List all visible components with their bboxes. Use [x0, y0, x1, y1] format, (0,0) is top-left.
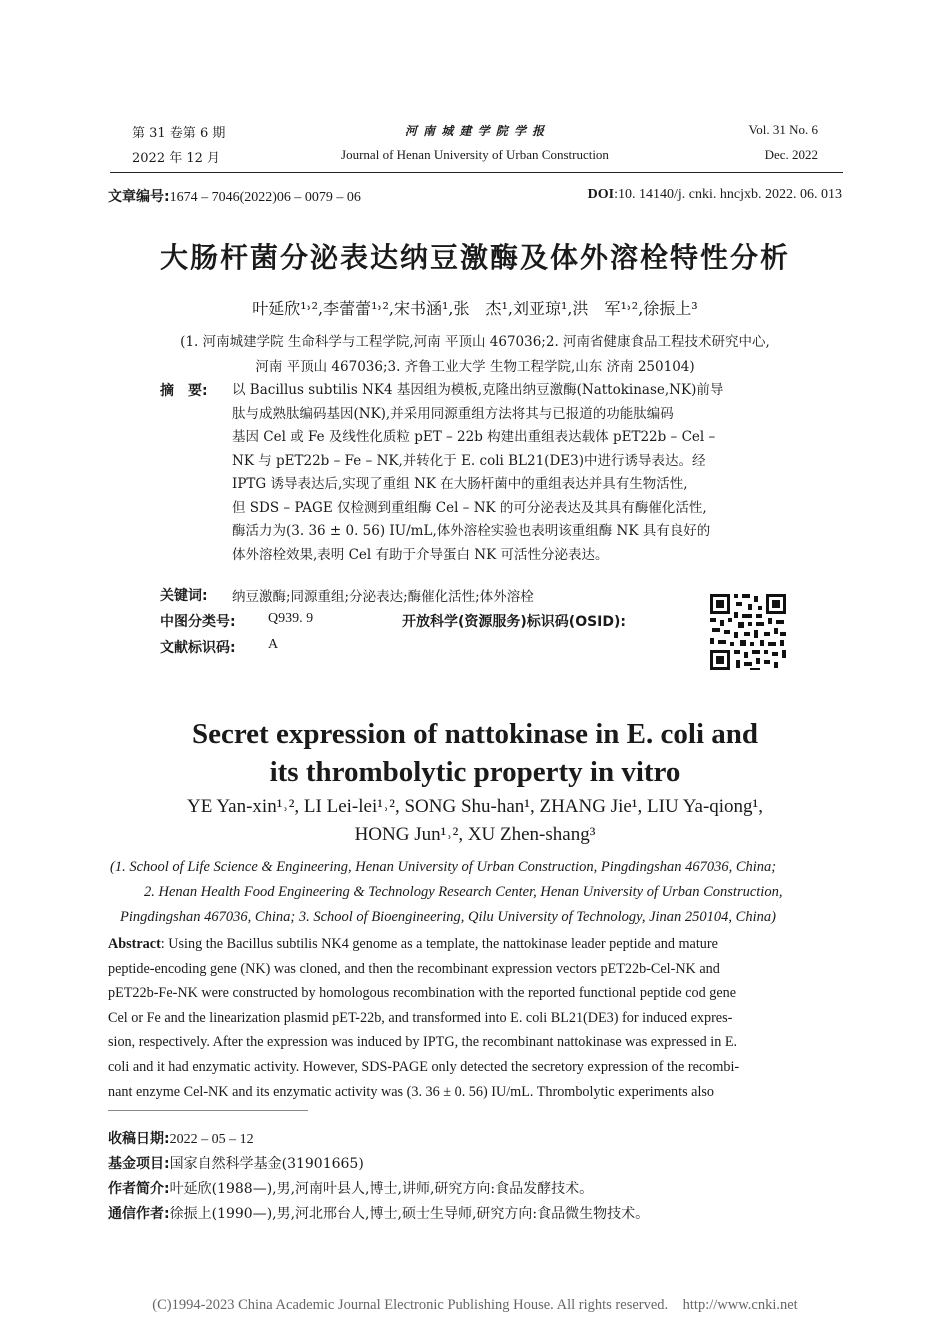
fund-value: 国家自然科学基金(31901665) — [169, 1156, 364, 1172]
doi-label: DOI — [587, 187, 615, 202]
corresponding-label: 通信作者: — [108, 1206, 170, 1222]
abstract-cn-label: 摘 要: — [160, 383, 208, 399]
header-journal-en: Journal of Henan University of Urban Construction — [341, 147, 609, 162]
doi-value: :10. 14140/j. cnki. hncjxb. 2022. 06. 013 — [614, 187, 842, 202]
authors-en-line2: HONG Jun¹˒², XU Zhen-shang³ — [354, 824, 596, 845]
article-number — [108, 186, 361, 206]
affiliation-en-line1: (1. School of Life Science & Engineering, Henan University of Urban Construction, Pingdingshan 467036, China; — [110, 859, 777, 875]
abstract-en-line: nant enzyme Cel-NK and its enzymatic activity was (3. 36 ± 0. 56) IU/mL. Thrombolytic experiments also — [108, 1083, 715, 1100]
footnote-fund — [108, 1153, 364, 1173]
header-date-en: Dec. 2022 — [764, 147, 818, 162]
keywords-cn-label: 关键词: — [160, 588, 208, 604]
abstract-en-line: pET22b-Fe-NK were constructed by homologous recombination with the reported functional peptide cod gene — [108, 985, 737, 1002]
header-rule — [110, 172, 843, 173]
received-label: 收稿日期: — [108, 1131, 170, 1147]
abstract-en-label: Abstract — [108, 936, 161, 952]
abstract-cn-line: 基因 Cel 或 Fe 及线性化质粒 pET – 22b 构建出重组表达载体 pET22b – Cel – — [232, 429, 716, 445]
affiliation-en-line3: Pingdingshan 467036, China; 3. School of Bioengineering, Qilu University of Technology, Jinan 250104, China) — [120, 909, 776, 925]
title-en-line2: its thrombolytic property in vitro — [269, 756, 681, 788]
affiliation-en-line2: 2. Henan Health Food Engineering & Technology Research Center, Henan University of Urban Construction, — [144, 884, 783, 900]
abstract-en-line-text: : Using the Bacillus subtilis NK4 genome as a template, the nattokinase leader peptide and mature — [160, 936, 718, 952]
abstract-cn-line: NK 与 pET22b – Fe – NK,并转化于 E. coli BL21(DE3)中进行诱导表达。经 — [232, 452, 706, 469]
header-volume-cn: 第 31 卷第 6 期 — [132, 126, 226, 141]
footnote-rule — [108, 1110, 308, 1111]
header-volume-en: Vol. 31 No. 6 — [748, 122, 818, 137]
author-label: 作者简介: — [108, 1181, 170, 1197]
article-number-label: 文章编号: — [108, 189, 170, 205]
doc-code-value: A — [268, 637, 279, 652]
abstract-cn-line: 酶活力为(3. 36 ± 0. 56) IU/mL,体外溶栓实验也表明该重组酶 NK 具有良好的 — [232, 523, 711, 539]
keywords-cn-value: 纳豆激酶;同源重组;分泌表达;酶催化活性;体外溶栓 — [232, 589, 534, 605]
doc-code-label: 文献标识码: — [160, 640, 236, 656]
abstract-cn — [232, 379, 792, 567]
doi — [588, 186, 842, 203]
affiliation-cn-line2: 河南 平顶山 467036;3. 齐鲁工业大学 生物工程学院,山东 济南 250104) — [255, 359, 695, 375]
abstract-cn-line: 体外溶栓效果,表明 Cel 有助于介导蛋白 NK 可活性分泌表达。 — [232, 546, 609, 563]
abstract-en-line — [108, 932, 843, 957]
footnote-received — [108, 1128, 254, 1148]
abstract-cn-line: 以 Bacillus subtilis NK4 基因组为模板,克隆出纳豆激酶(Nattokinase,NK)前导 — [232, 382, 724, 398]
copyright-line: (C)1994-2023 China Academic Journal Electronic Publishing House. All rights reserved. http://www.cnki.net — [152, 1297, 798, 1313]
abstract-cn-line: IPTG 诱导表达后,实现了重组 NK 在大肠杆菌中的重组表达并具有生物活性, — [232, 476, 688, 492]
authors-en-line1: YE Yan-xin¹˒², LI Lei-lei¹˒², SONG Shu-han¹, ZHANG Jie¹, LIU Ya-qiong¹, — [186, 796, 764, 817]
footnote-corresponding — [108, 1203, 649, 1223]
title-en-line1: Secret expression of nattokinase in E. coli and — [191, 718, 759, 750]
abstract-en-line: Cel or Fe and the linearization plasmid pET-22b, and transformed into E. coli BL21(DE3) for induced expres- — [108, 1009, 733, 1026]
abstract-en — [108, 932, 843, 1104]
authors-cn: 叶延欣¹˒²,李蕾蕾¹˒²,宋书涵¹,张 杰¹,刘亚琼¹,洪 军¹˒²,徐振上³ — [252, 299, 698, 318]
abstract-en-line: coli and it had enzymatic activity. However, SDS-PAGE only detected the secretory expression of the recombi- — [108, 1058, 740, 1075]
article-number-value: 1674 – 7046(2022)06 – 0079 – 06 — [169, 190, 361, 205]
header-journal-cn: 河 南 城 建 学 院 学 报 — [404, 124, 546, 138]
fund-label: 基金项目: — [108, 1156, 170, 1172]
clc-value: Q939. 9 — [268, 611, 314, 626]
title-cn: 大肠杆菌分泌表达纳豆激酶及体外溶栓特性分析 — [159, 241, 790, 274]
abstract-cn-line: 肽与成熟肽编码基因(NK),并采用同源重组方法将其与已报道的功能肽编码 — [232, 405, 674, 422]
affiliation-cn-line1: (1. 河南城建学院 生命科学与工程学院,河南 平顶山 467036;2. 河南省健康食品工程技术研究中心, — [180, 334, 770, 350]
received-value: 2022 – 05 – 12 — [169, 1132, 254, 1147]
abstract-en-line: peptide-encoding gene (NK) was cloned, and then the recombinant expression vectors pET22b-Cel-NK and — [108, 960, 720, 977]
corresponding-value: 徐振上(1990—),男,河北邢台人,博士,硕士生导师,研究方向:食品微生物技术。 — [169, 1206, 650, 1222]
footnote-author — [108, 1178, 593, 1198]
clc-label: 中图分类号: — [160, 614, 236, 630]
osid-label: 开放科学(资源服务)标识码(OSID): — [402, 614, 627, 630]
header-date-cn: 2022 年 12 月 — [132, 151, 221, 166]
abstract-en-line: sion, respectively. After the expression was induced by IPTG, the recombinant nattokinase was expressed in E. — [108, 1034, 738, 1051]
author-value: 叶延欣(1988—),男,河南叶县人,博士,讲师,研究方向:食品发酵技术。 — [169, 1181, 594, 1197]
osid-qr-code[interactable] — [708, 592, 788, 672]
abstract-cn-line: 但 SDS – PAGE 仅检测到重组酶 Cel – NK 的可分泌表达及其具有酶催化活性, — [232, 499, 707, 516]
